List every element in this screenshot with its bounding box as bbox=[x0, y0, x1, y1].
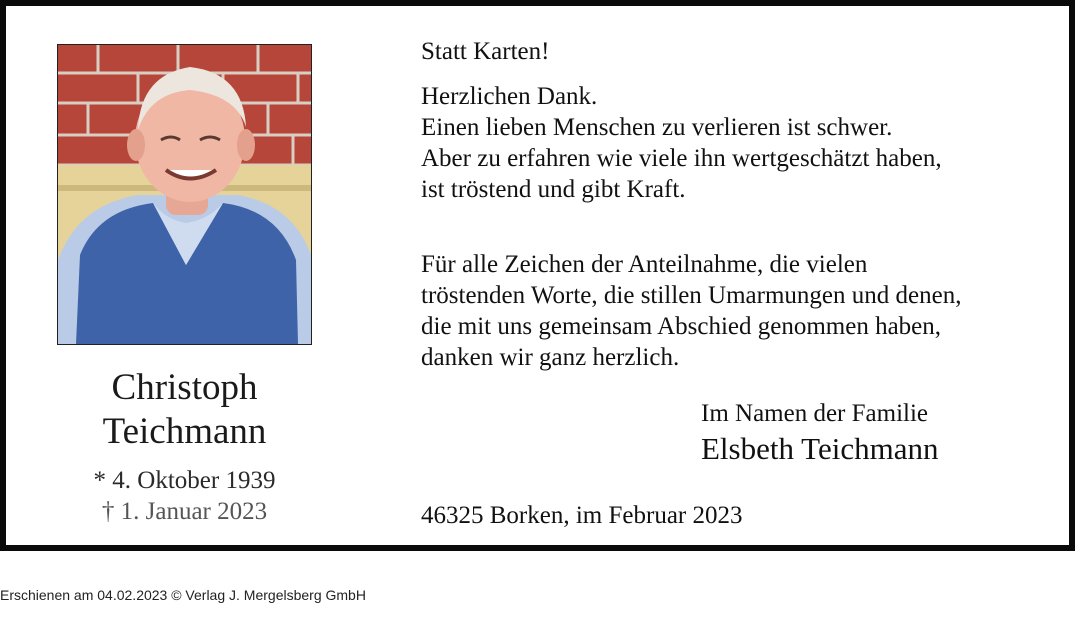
sympathy-paragraph bbox=[421, 249, 961, 373]
thanks-paragraph bbox=[421, 81, 942, 205]
thanks-line: Aber zu erfahren wie viele ihn wertgeschätzt haben, bbox=[421, 145, 942, 172]
birth-date: * 4. Oktober 1939 bbox=[93, 467, 276, 494]
death-date: † 1. Januar 2023 bbox=[101, 498, 268, 525]
deceased-first-name: Christoph bbox=[111, 367, 258, 408]
sympathy-line: tröstenden Worte, die stillen Umarmungen und denen, bbox=[421, 282, 962, 309]
sympathy-line: danken wir ganz herzlich. bbox=[421, 344, 680, 371]
publication-footer: Erschienen am 04.02.2023 © Verlag J. Mergelsberg GmbH bbox=[0, 587, 366, 603]
thanks-line: ist tröstend und gibt Kraft. bbox=[421, 176, 686, 203]
signature-intro: Im Namen der Familie bbox=[701, 400, 929, 427]
thanks-line: Herzlichen Dank. bbox=[421, 83, 598, 110]
portrait-photo bbox=[57, 44, 312, 345]
sympathy-line: Für alle Zeichen der Anteilnahme, die vielen bbox=[421, 251, 868, 278]
portrait-illustration bbox=[58, 45, 311, 344]
place-date: 46325 Borken, im Februar 2023 bbox=[421, 502, 743, 529]
deceased-last-name: Teichmann bbox=[102, 411, 267, 452]
sympathy-line: die mit uns gemeinsam Abschied genommen haben, bbox=[421, 313, 942, 340]
salutation: Statt Karten! bbox=[421, 38, 550, 65]
thanks-line: Einen lieben Menschen zu verlieren ist schwer. bbox=[421, 114, 893, 141]
signature-name: Elsbeth Teichmann bbox=[701, 431, 939, 466]
